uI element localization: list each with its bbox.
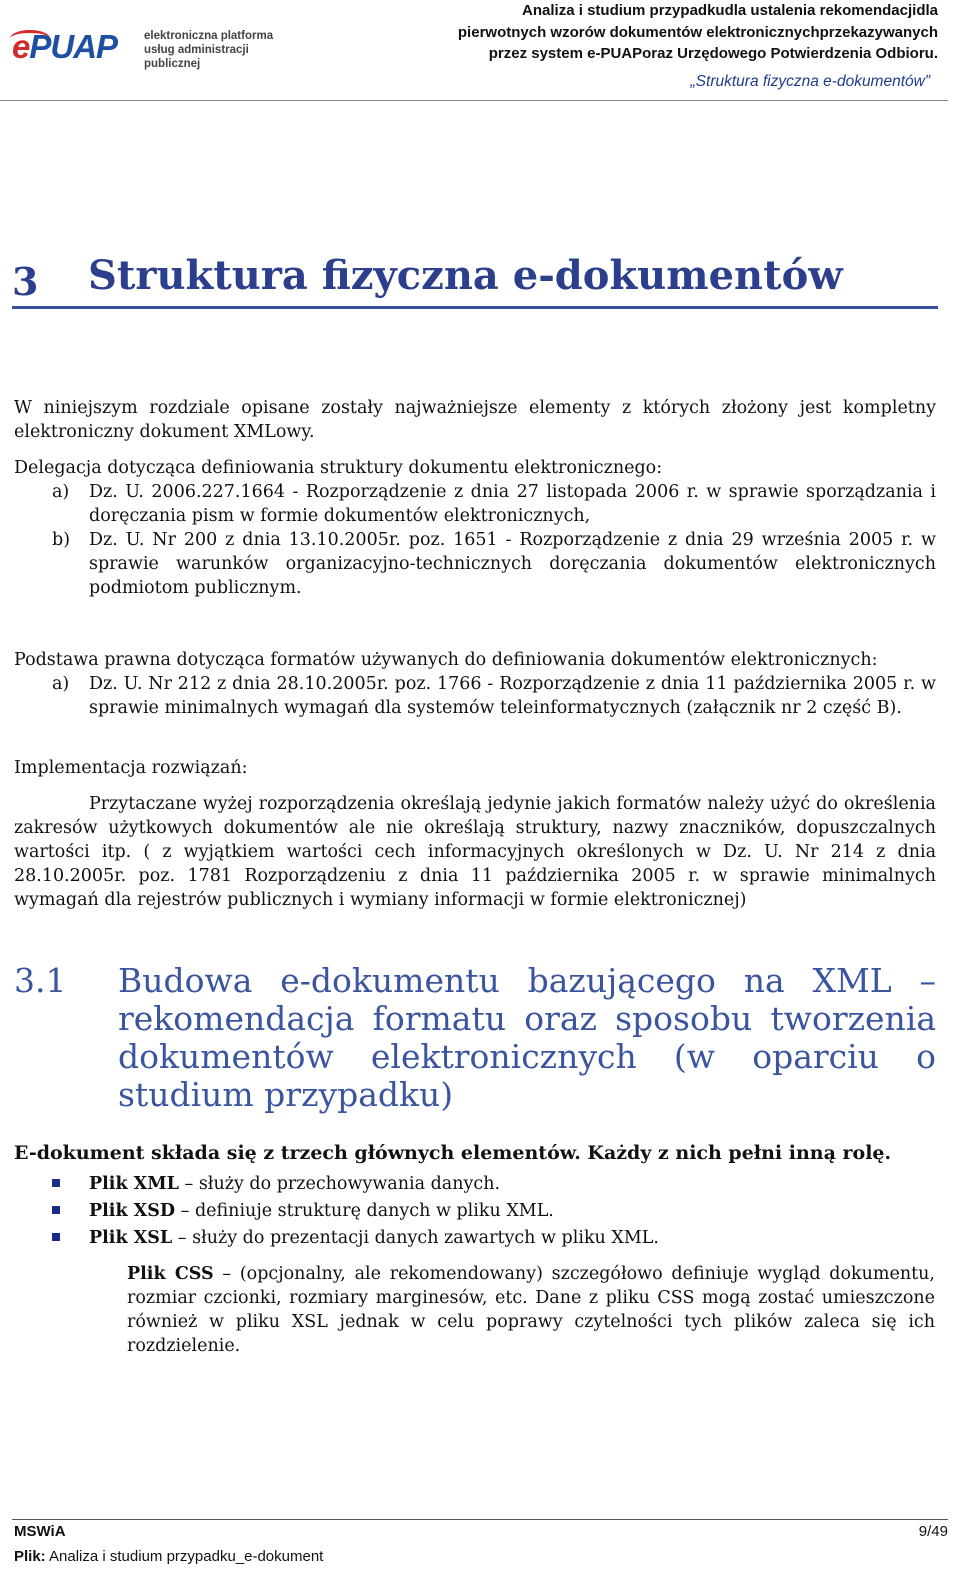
edocument-intro: E-dokument składa się z trzech głównych elementów. Każdy z nich pełni inną rolę.: [14, 1142, 892, 1164]
intro-paragraph: W niniejszym rozdziale opisane zostały najważniejsze elementy z których złożony jest kompletny elektroniczny dokument XMLowy.: [14, 398, 936, 442]
bullet-square-icon: [52, 1206, 60, 1214]
header-divider: [0, 100, 948, 101]
delegation-heading: Delegacja dotycząca definiowania struktury dokumentu elektronicznego:: [14, 458, 663, 478]
subsection-number: 3.1: [14, 961, 67, 1000]
epuap-logo: [12, 28, 302, 70]
legal-basis-heading: Podstawa prawna dotycząca formatów używanych do definiowania dokumentów elektronicznych:: [14, 650, 878, 670]
list-item: a) Dz. U. Nr 212 z dnia 28.10.2005r. poz. 1766 - Rozporządzenie z dnia 11 października 2005 r. w sprawie minimalnych wymagań dla systemów teleinformatycznych (załącznik nr 2 część B).: [52, 674, 936, 718]
logo-tagline: elektroniczna platforma usług administracji publicznej: [144, 30, 274, 70]
page-header: [0, 0, 960, 102]
footer-organization: MSWiA: [14, 1523, 66, 1540]
list-item: a) Dz. U. 2006.227.1664 - Rozporządzenie z dnia 27 listopada 2006 r. w sprawie sporządzania i doręczania pism w formie dokumentów elektronicznych,: [52, 482, 936, 526]
bullet-square-icon: [52, 1233, 60, 1241]
footer-filename: Plik: Analiza i studium przypadku_e-dokument: [14, 1548, 324, 1565]
list-item: b) Dz. U. Nr 200 z dnia 13.10.2005r. poz. 1651 - Rozporządzenie z dnia 29 września 2005 r. w sprawie warunków organizacyjno-technicznych doręczania dokumentów elektronicznych podmiotom publicznym.: [52, 530, 936, 598]
implementation-heading: Implementacja rozwiązań:: [14, 758, 248, 778]
subsection-title: Budowa e-dokumentu bazującego na XML – rekomendacja formatu oraz sposobu tworzenia dokumentów elektronicznych (w oparciu o studium przypadku): [118, 961, 936, 1114]
page-number: 9/49: [918, 1523, 948, 1540]
bullet-square-icon: [52, 1179, 60, 1187]
chapter-number: 3: [12, 259, 39, 304]
chapter-title: Struktura fizyczna e-dokumentów: [88, 252, 843, 299]
document-title: Analiza i studium przypadkudla ustalenia rekomendacjidla pierwotnych wzorów dokumentów elektronicznychprzekazywanych przez system e-PUAPoraz Urzędowego Potwierdzenia Odbioru.: [457, 2, 938, 62]
section-label: „Struktura fizyczna e-dokumentów”: [690, 73, 930, 90]
css-file-paragraph: Plik CSS – (opcjonalny, ale rekomendowany) szczegółowo definiuje wygląd dokumentu, rozmiar czcionki, rozmiary marginesów, etc. Dane z pliku CSS mogą zostać umieszczone również w pliku XSL jednak w celu poprawy czytelności tych plików zaleca się ich rozdzielenie.: [127, 1264, 935, 1356]
logo-wordmark: ePUAP: [12, 28, 118, 65]
chapter-heading: [12, 252, 938, 304]
footer-divider: [12, 1519, 948, 1520]
implementation-paragraph: Przytaczane wyżej rozporządzenia określają jedynie jakich formatów należy użyć do określenia zakresów użytkowych dokumentów ale nie określają struktury, nazwy znaczników, dopuszczalnych wartości itp. ( z wyjątkiem wartości cech informacyjnych określonych w Dz. U. Nr 214 z dnia 28.10.2005r. poz. 1781 Rozporządzeniu z dnia 11 października 2005 r. w sprawie minimalnych wymagań dla rejestrów publicznych i wymiany informacji w formie elektronicznej): [14, 794, 936, 910]
list-item: Plik XSD – definiuje strukturę danych w pliku XML.: [52, 1199, 932, 1223]
list-item: Plik XML – służy do przechowywania danych.: [52, 1172, 932, 1196]
list-item: Plik XSL – służy do prezentacji danych zawartych w pliku XML.: [52, 1226, 932, 1250]
chapter-divider: [12, 306, 938, 309]
